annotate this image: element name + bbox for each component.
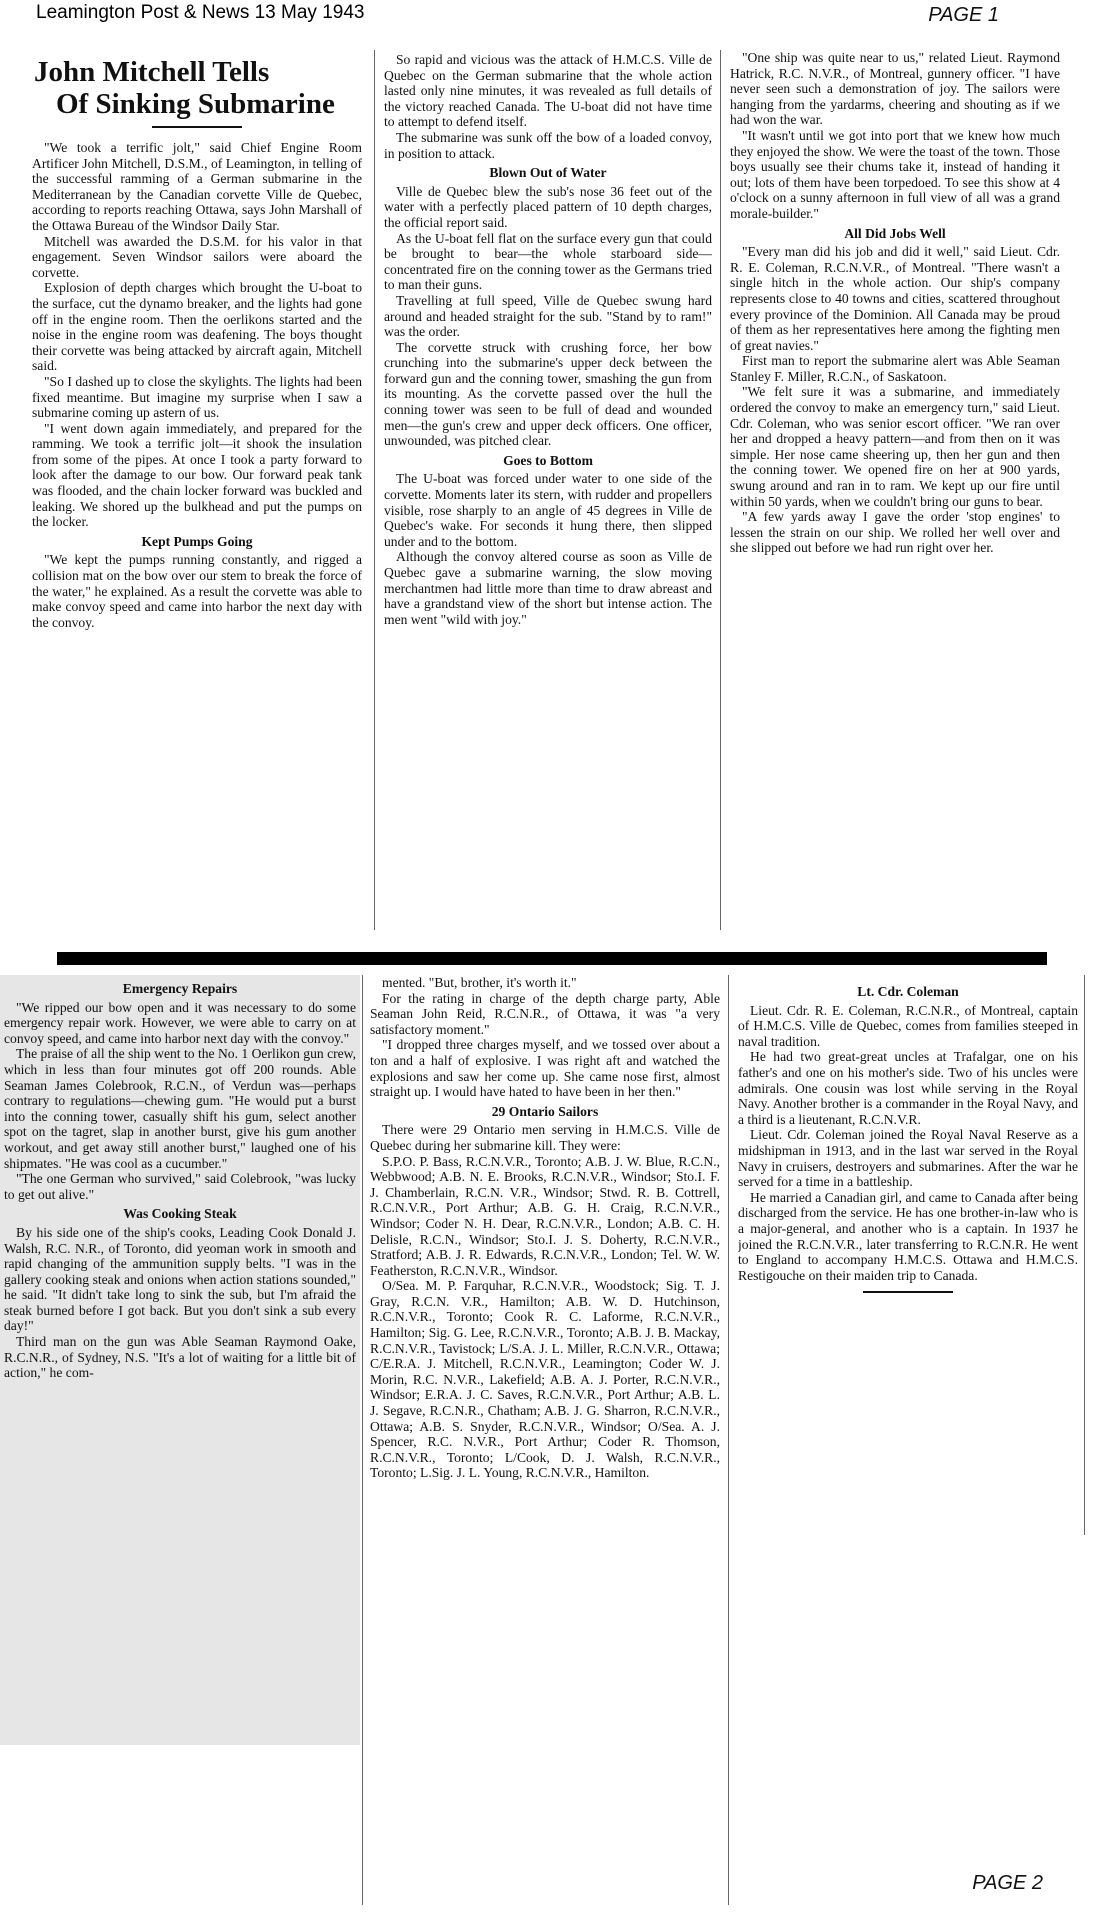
paragraph: Although the convoy altered course as soon as Ville de Quebec gave a submarine warning, the slow moving merchantmen had little more than time to draw abreast and have a grandstand view of the short but intense action. The men went "wild with joy." xyxy=(384,549,712,627)
paragraph: Lieut. Cdr. R. E. Coleman, R.C.N.R., of Montreal, captain of H.M.C.S. Ville de Quebec, comes from families steeped in naval tradition. xyxy=(738,1002,1078,1049)
paragraph: Mitchell was awarded the D.S.M. for his valor in that engagement. Seven Windsor sailors were aboard the corvette. xyxy=(32,233,362,280)
subhead-goes-to-bottom: Goes to Bottom xyxy=(503,452,593,468)
paragraph: Travelling at full speed, Ville de Quebec swung hard around and headed straight for the sub. "Stand by to ram!" was the order. xyxy=(384,292,712,340)
headline-rule xyxy=(152,126,242,128)
paragraph: O/Sea. M. P. Farquhar, R.C.N.V.R., Woodstock; Sig. T. J. Gray, R.C.N. V.R., Hamilton; A.B. W. D. Hutchinson, R.C.N.V.R., Toronto; Cook R. C. Laforme, R.C.N.V.R., Hamilton; Sig. G. Lee, R.C.N.V.R., Toronto; A.B. J. B. Mackay, R.C.N.V.R., Tavistock; L/S.A. J. L. Miller, R.C.N.V.R., Ottawa; C/E.R.A. J. Mitchell, R.C.N.V.R., Leamington; Coder W. J. Morin, R.C. N.V.R., Lakefield; A.B. A. J. Porter, R.C.N.V.R., Windsor; E.R.A. J. C. Saves, R.C.N.V.R., Port Arthur; A.B. L. J. Segave, R.C.N.R., Chatham; A.B. J. G. Sharron, R.C.N.V.R., Ottawa; A.B. S. Snyder, R.C.N.V.R., Windsor; O/Sea. A. J. Spencer, R.C. N.V.R., Port Arthur; Coder R. Thomson, R.C.N.V.R., Toronto; L/Cook, D. J. Walsh, R.C.N.V.R., Toronto; L.Sig. J. L. Young, R.C.N.V.R., Hamilton. xyxy=(370,1278,720,1481)
paragraph: Lieut. Cdr. Coleman joined the Royal Naval Reserve as a midshipman in 1913, and in the last war served in the Royal Navy in cruisers, destroyers and submarines. After the war he served for a time in a battleship. xyxy=(738,1127,1078,1190)
paragraph: As the U-boat fell flat on the surface every gun that could be brought to bear—the whole starboard side—concentrated fire on the conning tower as the Germans tried to man their guns. xyxy=(384,230,712,293)
paragraph: There were 29 Ontario men serving in H.M.C.S. Ville de Quebec during her submarine kill. They were: xyxy=(370,1122,720,1153)
column-divider xyxy=(720,50,721,930)
subhead-lt-cdr-coleman: Lt. Cdr. Coleman xyxy=(857,984,959,999)
paragraph: He married a Canadian girl, and came to Canada after being discharged from the service. He has one brother-in-law who is a major-general, and another who is a captain. In 1937 he joined the R.C.N.V.R., later transferring to R.C.N.R. He went to England to accompany H.M.C.S. Ottawa and H.M.C.S. Restigouche on their maiden trip to Canada. xyxy=(738,1189,1078,1283)
paragraph: "We took a terrific jolt," said Chief Engine Room Artificer John Mitchell, D.S.M., of Leamington, in telling of the successful ramming of a German submarine in the Mediterranean by the Canadian corvette Ville de Quebec, according to reports reaching Ottawa, says John Marshall of the Ottawa Bureau of the Windsor Daily Star. xyxy=(32,140,362,233)
paragraph: S.P.O. P. Bass, R.C.N.V.R., Toronto; A.B. J. W. Blue, R.C.N., Webbwood; A.B. N. E. Brooks, R.C.N.V.R., Windsor; Sto.I. F. J. Chamberlain, R.C.N. V.R., Windsor; Stwd. R. B. Cottrell, R.C.N.V.R., Port Arthur; A.B. G. H. Craig, R.C.N.V.R., Windsor; Coder N. H. Dear, R.C.N.V.R., London; A.B. C. H. Delisle, R.C.N., Windsor; Sto.I. J. S. Doherty, R.C.N.V.R., Stratford; A.B. J. R. Edwards, R.C.N.V.R., London; Tel. W. W. Featherston, R.C.N.V.R., Windsor. xyxy=(370,1153,720,1278)
article2-column-1 xyxy=(0,975,360,1745)
page-1-label: PAGE 1 xyxy=(928,4,999,26)
article1-column-1 xyxy=(32,52,362,922)
paragraph: The corvette struck with crushing force, her bow crunching into the submarine's upper deck between the forward gun and the conning tower, smashing the gun from its mounting. As the corvette passed over the hull the conning tower was seen to be full of dead and wounded men—the gun's crew and upper deck officers. One officer, unwounded, was pitched clear. xyxy=(384,339,712,449)
paragraph: "I dropped three charges myself, and we tossed over about a ton and a half of explosive. I was right aft and watched the explosions and saw her come up. She came nose first, almost straight up. I would have hated to have been in her then." xyxy=(370,1037,720,1100)
paragraph: For the rating in charge of the depth charge party, Able Seaman John Reid, R.C.N.R., of Ottawa, it was "a very satisfactory moment." xyxy=(370,990,720,1037)
paragraph: "I went down again immediately, and prepared for the ramming. We took a terrific jolt—it shook the insulation from some of the pipes. At once I took a party forward to look after the damage to our bow. Our forward peak tank was flooded, and the chain locker forward was buckled and leaking. We shored up the bulkhead and put the pumps on the locker. xyxy=(32,420,362,530)
paragraph: "We felt sure it was a submarine, and immediately ordered the convoy to make an emergency turn," said Lieut. Cdr. Coleman, who was senior escort officer. "We ran over her and dropped a heavy pattern—and from then on it was simple. Her nose came sheering up, then her gun and then the conning tower. We opened fire on her at 900 yards, swung around and ran in to ram. We kept up our fire until within 50 yards, when we couldn't bring our guns to bear. xyxy=(730,384,1060,509)
paragraph: First man to report the submarine alert was Able Seaman Stanley F. Miller, R.C.N., of Saskatoon. xyxy=(730,353,1060,384)
masthead: Leamington Post & News 13 May 1943 xyxy=(36,2,365,23)
paragraph: The praise of all the ship went to the No. 1 Oerlikon gun crew, which in less than four minutes got off 200 rounds. Able Seaman James Colebrook, R.C.N., of Verdun was—perhaps contrary to regulations—chewing gum. "He would put a burst into the conning tower, casually shift his gum, select another spot on the tagret, slap in another burst, give his gum another workout, and get away still another burst," laughed one of his shipmates. "He was cool as a cucumber." xyxy=(4,1046,357,1171)
paragraph: So rapid and vicious was the attack of H.M.C.S. Ville de Quebec on the German submarine that the whole action lasted only nine minutes, it was revealed as full details of the victory reached Canada. The U-boat did not have time to attempt to defend itself. xyxy=(384,52,712,130)
paragraph: "One ship was quite near to us," related Lieut. Raymond Hatrick, R.C. N.V.R., of Montreal, gunnery officer. "I have never seen such a demonstration of joy. The sailors were hanging from the yardarms, cheering and shouting as if we had won the war. xyxy=(730,50,1060,128)
article1-column-3 xyxy=(730,50,1060,920)
subhead-kept-pumps-going: Kept Pumps Going xyxy=(141,533,253,549)
paragraph: mented. "But, brother, it's worth it." xyxy=(382,975,577,990)
paragraph: Third man on the gun was Able Seaman Raymond Oake, R.C.N.R., of Sydney, N.S. "It's a lot of waiting for a little bit of action," he com- xyxy=(4,1334,356,1381)
paragraph: Explosion of depth charges which brought the U-boat to the surface, cut the dynamo breaker, and the lights had gone off in the engine room. Then the oerlikons started and the noise in the engine room was deafening. The boys thought their corvette was being attacked by aircraft again, Mitchell said. xyxy=(32,280,362,374)
column-divider xyxy=(374,50,375,930)
paragraph: The U-boat was forced under water to one side of the corvette. Moments later its stern, with rudder and propellers visible, rose sharply to an angle of 45 degrees in Ville de Quebec's wake. For seconds it hung there, then slipped under and to the bottom. xyxy=(384,471,712,549)
paragraph: "The one German who survived," said Colebrook, "was lucky to get out alive." xyxy=(4,1171,356,1202)
article1-column-2 xyxy=(384,52,712,932)
paragraph: Ville de Quebec blew the sub's nose 36 feet out of the water with a perfectly placed pattern of 10 depth charges, the official report said. xyxy=(384,183,712,230)
paragraph: By his side one of the ship's cooks, Leading Cook Donald J. Walsh, R.C. N.R., of Toronto, did yeoman work in smooth and rapid changing of the ammunition supply belts. "I was in the gallery cooking steak and onions when action stations sounded," he said. "It didn't take long to sink the sub, but I'm afraid the steak burned before I got back. But you don't sink a sub every day!" xyxy=(4,1224,356,1334)
headline xyxy=(34,56,362,120)
column-divider xyxy=(728,975,729,1905)
paragraph: "Every man did his job and did it well," said Lieut. Cdr. R. E. Coleman, R.C.N.V.R., of Montreal. "There wasn't a single hitch in the whole action. Our ship's company represents close to 40 towns and cities, scattered throughout every province of the Dominion. All Canada may be proud of them as her representatives here among the fighting men of great navies." xyxy=(730,244,1060,353)
paragraph: "So I dashed up to close the skylights. The lights had been fixed meantime. But imagine my surprise when I saw a submarine coming up astern of us. xyxy=(32,373,362,421)
paragraph: "It wasn't until we got into port that we knew how much they enjoyed the show. We were the toast of the town. Those boys usually see their chums take it, instead of handing it out; lots of them have been torpedoed. To see this show at 4 o'clock on a sunny afternoon in full view of all was a grand morale-builder." xyxy=(730,127,1060,221)
column-divider xyxy=(362,975,363,1905)
paragraph: The submarine was sunk off the bow of a loaded convoy, in position to attack. xyxy=(384,129,712,161)
paragraph: He had two great-great uncles at Trafalgar, one on his father's and one on his mother's side. Two of his uncles were admirals. One cousin was lost while serving in the Royal Navy. Another brother is a commander in the Royal Navy, and a third is a lieutenant, R.C.N.V.R. xyxy=(738,1049,1078,1127)
column-divider xyxy=(1084,975,1085,1535)
subhead-29-ontario-sailors: 29 Ontario Sailors xyxy=(491,1103,599,1119)
subhead-emergency-repairs: Emergency Repairs xyxy=(122,981,238,996)
article2-column-2 xyxy=(370,975,720,1905)
subhead-all-did-jobs-well: All Did Jobs Well xyxy=(844,225,946,241)
article2-column-3 xyxy=(738,980,1078,1520)
subhead-was-cooking-steak: Was Cooking Steak xyxy=(123,1206,237,1222)
paragraph: "A few yards away I gave the order 'stop engines' to lessen the strain on our ship. We rolled her well over and she slipped out before we had run right over her. xyxy=(730,509,1060,556)
paragraph: "We ripped our bow open and it was necessary to do some emergency repair work. However, we were able to carry on at convoy speed, and came into harbor next day with the convoy." xyxy=(4,999,356,1046)
paragraph: "We kept the pumps running constantly, and rigged a collision mat on the bow over our stem to break the force of the water," he explained. As a result the corvette was able to make convoy speed and came into harbor the next day with the convoy. xyxy=(32,552,362,630)
headline-line-2: Of Sinking Submarine xyxy=(56,88,335,120)
headline-line-1: John Mitchell Tells xyxy=(34,56,270,88)
subhead-blown-out-of-water: Blown Out of Water xyxy=(489,165,607,181)
page-separator-bar xyxy=(57,952,1047,965)
article-end-rule xyxy=(863,1291,953,1293)
page-2-label: PAGE 2 xyxy=(972,1872,1043,1894)
